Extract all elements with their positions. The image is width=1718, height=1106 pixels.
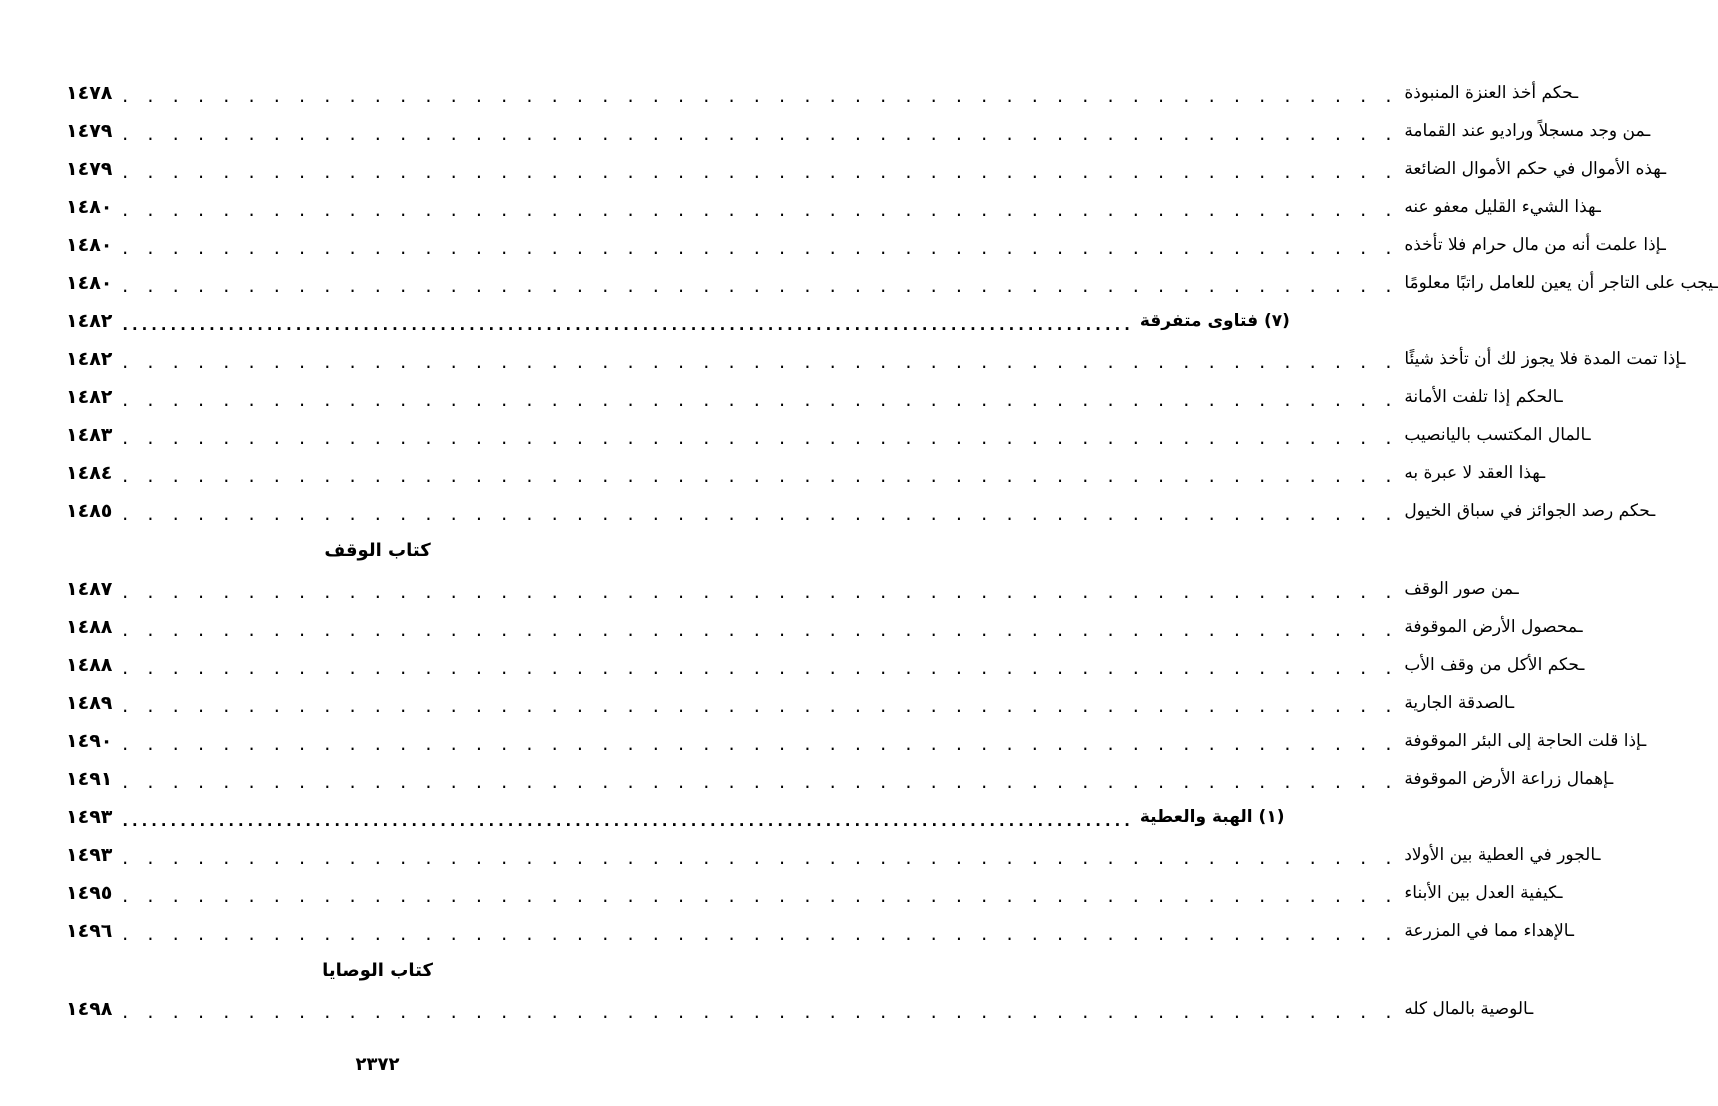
entry-page-number: ١٤٨٥: [66, 500, 113, 522]
entry-title: ـإذا قلت الحاجة إلى البئر الموقوفة: [1404, 731, 1647, 751]
entry-page-number: ١٤٧٩: [66, 120, 113, 142]
toc-entry: [66, 150, 1667, 188]
leader-dots: . . . . . . . . . . . . . . . . . . . . . . . . . . . . . . . . . . . . . . . . . . . . . . . . . . .: [120, 428, 1397, 448]
entry-page-number: ١٤٨٠: [66, 196, 113, 218]
leader-dots: . . . . . . . . . . . . . . . . . . . . . . . . . . . . . . . . . . . . . . . . . . . . . . . . . . .: [120, 124, 1397, 144]
entry-title: ـحكم رصد الجوائز في سباق الخيول: [1404, 501, 1656, 521]
entry-title: ـإذا علمت أنه من مال حرام فلا تأخذه: [1404, 235, 1666, 255]
entry-title: ـكيفية العدل بين الأبناء: [1404, 883, 1563, 903]
entry-page-number: ١٤٨٣: [66, 424, 113, 446]
toc-entry: [66, 340, 1686, 378]
leader-dots: .........................................................................................................: [120, 810, 1132, 830]
toc-entry: [66, 188, 1601, 226]
leader-dots: . . . . . . . . . . . . . . . . . . . . . . . . . . . . . . . . . . . . . . . . . . . . . . . . . . .: [120, 466, 1397, 486]
leader-dots: . . . . . . . . . . . . . . . . . . . . . . . . . . . . . . . . . . . . . . . . . . . . . . . . . . .: [120, 924, 1397, 944]
chapter-heading: كتاب الوصايا: [322, 960, 433, 981]
entry-title: ـمحصول الأرض الموقوفة: [1404, 617, 1583, 637]
entry-page-number: ١٤٨٢: [66, 310, 113, 332]
entry-page-number: ١٤٧٩: [66, 158, 113, 180]
entry-page-number: ١٤٩١: [66, 768, 113, 790]
entry-title: ـإذا تمت المدة فلا يجوز لك أن تأخذ شيئًا: [1404, 349, 1686, 369]
toc-entry: [66, 874, 1563, 912]
toc-section-entry: [66, 798, 1285, 836]
leader-dots: . . . . . . . . . . . . . . . . . . . . . . . . . . . . . . . . . . . . . . . . . . . . . . . . . . .: [120, 200, 1397, 220]
entry-title: ـهذه الأموال في حكم الأموال الضائعة: [1404, 159, 1667, 179]
leader-dots: . . . . . . . . . . . . . . . . . . . . . . . . . . . . . . . . . . . . . . . . . . . . . . . . . . .: [120, 504, 1397, 524]
entry-title: ـالمال المكتسب باليانصيب: [1404, 425, 1591, 445]
entry-page-number: ١٤٨٨: [66, 616, 113, 638]
entry-page-number: ١٤٨٠: [66, 234, 113, 256]
entry-title: ـالحكم إذا تلفت الأمانة: [1404, 387, 1563, 407]
entry-page-number: ١٤٨٧: [66, 578, 113, 600]
toc-entry: [66, 990, 1534, 1028]
entry-title: ـمن صور الوقف: [1404, 579, 1519, 599]
leader-dots: . . . . . . . . . . . . . . . . . . . . . . . . . . . . . . . . . . . . . . . . . . . . . . . . . . .: [120, 696, 1397, 716]
page-number-footer: ٢٣٧٢: [355, 1054, 400, 1075]
entry-page-number: ١٤٩٦: [66, 920, 113, 942]
toc-entry: [66, 608, 1583, 646]
entry-page-number: ١٤٨٠: [66, 272, 113, 294]
toc-entry: [66, 226, 1666, 264]
leader-dots: . . . . . . . . . . . . . . . . . . . . . . . . . . . . . . . . . . . . . . . . . . . . . . . . . . .: [120, 276, 1397, 296]
toc-entry: [66, 684, 1515, 722]
entry-title: ـالإهداء مما في المزرعة: [1404, 921, 1574, 941]
toc-entry: [66, 264, 1718, 302]
entry-title: ـهذا الشيء القليل معفو عنه: [1404, 197, 1601, 217]
entry-page-number: ١٤٨٢: [66, 348, 113, 370]
leader-dots: . . . . . . . . . . . . . . . . . . . . . . . . . . . . . . . . . . . . . . . . . . . . . . . . . . .: [120, 848, 1397, 868]
leader-dots: . . . . . . . . . . . . . . . . . . . . . . . . . . . . . . . . . . . . . . . . . . . . . . . . . . .: [120, 86, 1397, 106]
entry-title: ـحكم الأكل من وقف الأب: [1404, 655, 1585, 675]
leader-dots: . . . . . . . . . . . . . . . . . . . . . . . . . . . . . . . . . . . . . . . . . . . . . . . . . . .: [120, 1002, 1397, 1022]
leader-dots: . . . . . . . . . . . . . . . . . . . . . . . . . . . . . . . . . . . . . . . . . . . . . . . . . . .: [120, 352, 1397, 372]
entry-page-number: ١٤٨٩: [66, 692, 113, 714]
entry-title: ـالصدقة الجارية: [1404, 693, 1515, 713]
entry-page-number: ١٤٩٣: [66, 844, 113, 866]
toc-entry: [66, 454, 1546, 492]
toc-entry: [66, 912, 1574, 950]
toc-entry: [66, 570, 1519, 608]
leader-dots: . . . . . . . . . . . . . . . . . . . . . . . . . . . . . . . . . . . . . . . . . . . . . . . . . . .: [120, 620, 1397, 640]
leader-dots: . . . . . . . . . . . . . . . . . . . . . . . . . . . . . . . . . . . . . . . . . . . . . . . . . . .: [120, 390, 1397, 410]
toc-entry: [66, 112, 1651, 150]
toc-section-entry: [66, 302, 1290, 340]
toc-entry: [66, 646, 1585, 684]
leader-dots: .........................................................................................................: [120, 314, 1132, 334]
toc-entry: [66, 74, 1579, 112]
entry-page-number: ١٤٩٣: [66, 806, 113, 828]
entry-page-number: ١٤٨٢: [66, 386, 113, 408]
entry-title: ـالوصية بالمال كله: [1404, 999, 1534, 1019]
section-title: (٧) فتاوى متفرقة: [1139, 311, 1290, 331]
toc-entry: [66, 492, 1656, 530]
entry-title: ـحكم أخذ العنزة المنبوذة: [1404, 83, 1579, 103]
toc-entry: [66, 836, 1601, 874]
entry-title: ـمن وجد مسجلاً وراديو عند القمامة: [1404, 121, 1651, 141]
leader-dots: . . . . . . . . . . . . . . . . . . . . . . . . . . . . . . . . . . . . . . . . . . . . . . . . . . .: [120, 162, 1397, 182]
toc-entry: [66, 722, 1647, 760]
toc-entry: [66, 416, 1591, 454]
entry-title: ـإهمال زراعة الأرض الموقوفة: [1404, 769, 1614, 789]
leader-dots: . . . . . . . . . . . . . . . . . . . . . . . . . . . . . . . . . . . . . . . . . . . . . . . . . . .: [120, 886, 1397, 906]
entry-page-number: ١٤٨٤: [66, 462, 113, 484]
entry-page-number: ١٤٨٨: [66, 654, 113, 676]
entry-page-number: ١٤٩٨: [66, 998, 113, 1020]
section-title: (١) الهبة والعطية: [1139, 807, 1285, 827]
leader-dots: . . . . . . . . . . . . . . . . . . . . . . . . . . . . . . . . . . . . . . . . . . . . . . . . . . .: [120, 772, 1397, 792]
entry-title: ـيجب على التاجر أن يعين للعامل راتبًا معلومًا: [1404, 273, 1718, 293]
toc-entry: [66, 760, 1614, 798]
leader-dots: . . . . . . . . . . . . . . . . . . . . . . . . . . . . . . . . . . . . . . . . . . . . . . . . . . .: [120, 238, 1397, 258]
leader-dots: . . . . . . . . . . . . . . . . . . . . . . . . . . . . . . . . . . . . . . . . . . . . . . . . . . .: [120, 734, 1397, 754]
chapter-heading: كتاب الوقف: [324, 540, 431, 561]
entry-page-number: ١٤٩٥: [66, 882, 113, 904]
leader-dots: . . . . . . . . . . . . . . . . . . . . . . . . . . . . . . . . . . . . . . . . . . . . . . . . . . .: [120, 582, 1397, 602]
entry-title: ـالجور في العطية بين الأولاد: [1404, 845, 1601, 865]
entry-page-number: ١٤٧٨: [66, 82, 113, 104]
toc-entry: [66, 378, 1563, 416]
entry-title: ـهذا العقد لا عبرة به: [1404, 463, 1546, 483]
entry-page-number: ١٤٩٠: [66, 730, 113, 752]
leader-dots: . . . . . . . . . . . . . . . . . . . . . . . . . . . . . . . . . . . . . . . . . . . . . . . . . . .: [120, 658, 1397, 678]
